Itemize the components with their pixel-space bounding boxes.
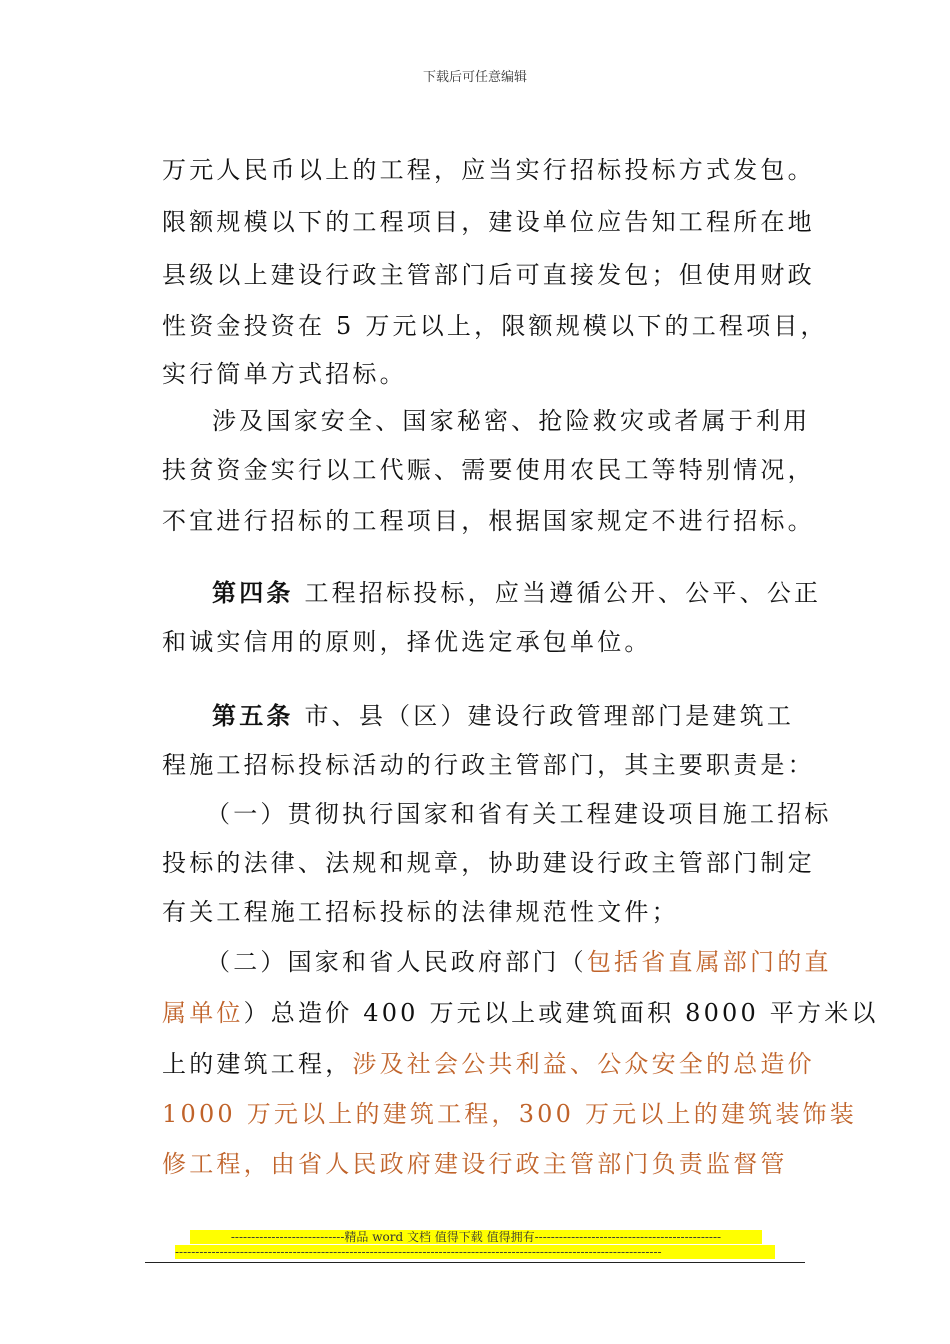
highlighted-text: 属单位 (162, 999, 244, 1027)
text-line: 限额规模以下的工程项目，建设单位应告知工程所在地 (162, 208, 815, 236)
text-line: 扶贫资金实行以工代赈、需要使用农民工等特别情况， (162, 456, 815, 484)
text-line: 投标的法律、法规和规章，协助建设行政主管部门制定 (162, 849, 815, 877)
text-line: 程施工招标投标活动的行政主管部门，其主要职责是： (162, 751, 815, 779)
text-line: 涉及国家安全、国家秘密、抢险救灾或者属于利用 (212, 407, 811, 435)
article-5-heading: 第五条 (212, 701, 294, 730)
text-line: （一）贯彻执行国家和省有关工程建设项目施工招标 (206, 800, 832, 828)
text-line: 有关工程施工招标投标的法律规范性文件； (162, 898, 679, 926)
text-line: 实行简单方式招标。 (162, 360, 407, 388)
text-line: 属单位）总造价 400 万元以上或建筑面积 8000 平方米以 (162, 999, 879, 1027)
footer-banner: ----------------------------精品 word 文档 值得下载 值得拥有---------------------------------------------- (190, 1230, 762, 1244)
text-line: 县级以上建设行政主管部门后可直接发包；但使用财政 (162, 261, 815, 289)
text-line (162, 1098, 857, 1130)
text-line: 不宜进行招标的工程项目，根据国家规定不进行招标。 (162, 507, 815, 535)
page-header: 下载后可任意编辑 (422, 70, 527, 85)
footer-dashes: ------------------------------------------------------------------------------------------------------------------------ (175, 1245, 775, 1259)
text-line: 上的建筑工程，涉及社会公共利益、公众安全的总造价 (162, 1050, 815, 1078)
highlighted-text: 涉及社会公共利益、公众安全的总造价 (352, 1050, 815, 1078)
text-line: 和诚实信用的原则，择优选定承包单位。 (162, 628, 652, 656)
text-line: 性资金投资在 5 万元以上，限额规模以下的工程项目， (162, 312, 828, 340)
highlighted-text: 1000 万元以上的建筑工程，300 万元以上的建筑装饰装 (162, 1100, 857, 1128)
highlighted-text: 包括省直属部门的直 (586, 948, 832, 976)
text-line: （二）国家和省人民政府部门（包括省直属部门的直 (206, 948, 832, 976)
highlighted-text: 修工程，由省人民政府建设行政主管部门负责监督管 (162, 1150, 788, 1178)
text-line (162, 1148, 788, 1180)
text-line: 万元人民币以上的工程，应当实行招标投标方式发包。 (162, 156, 815, 184)
article-4-heading: 第四条 (212, 578, 294, 607)
article-5-line: 第五条 市、县（区）建设行政管理部门是建筑工 (212, 701, 795, 730)
article-4-line: 第四条 工程招标投标，应当遵循公开、公平、公正 (212, 578, 822, 607)
footer-rule (145, 1262, 805, 1263)
